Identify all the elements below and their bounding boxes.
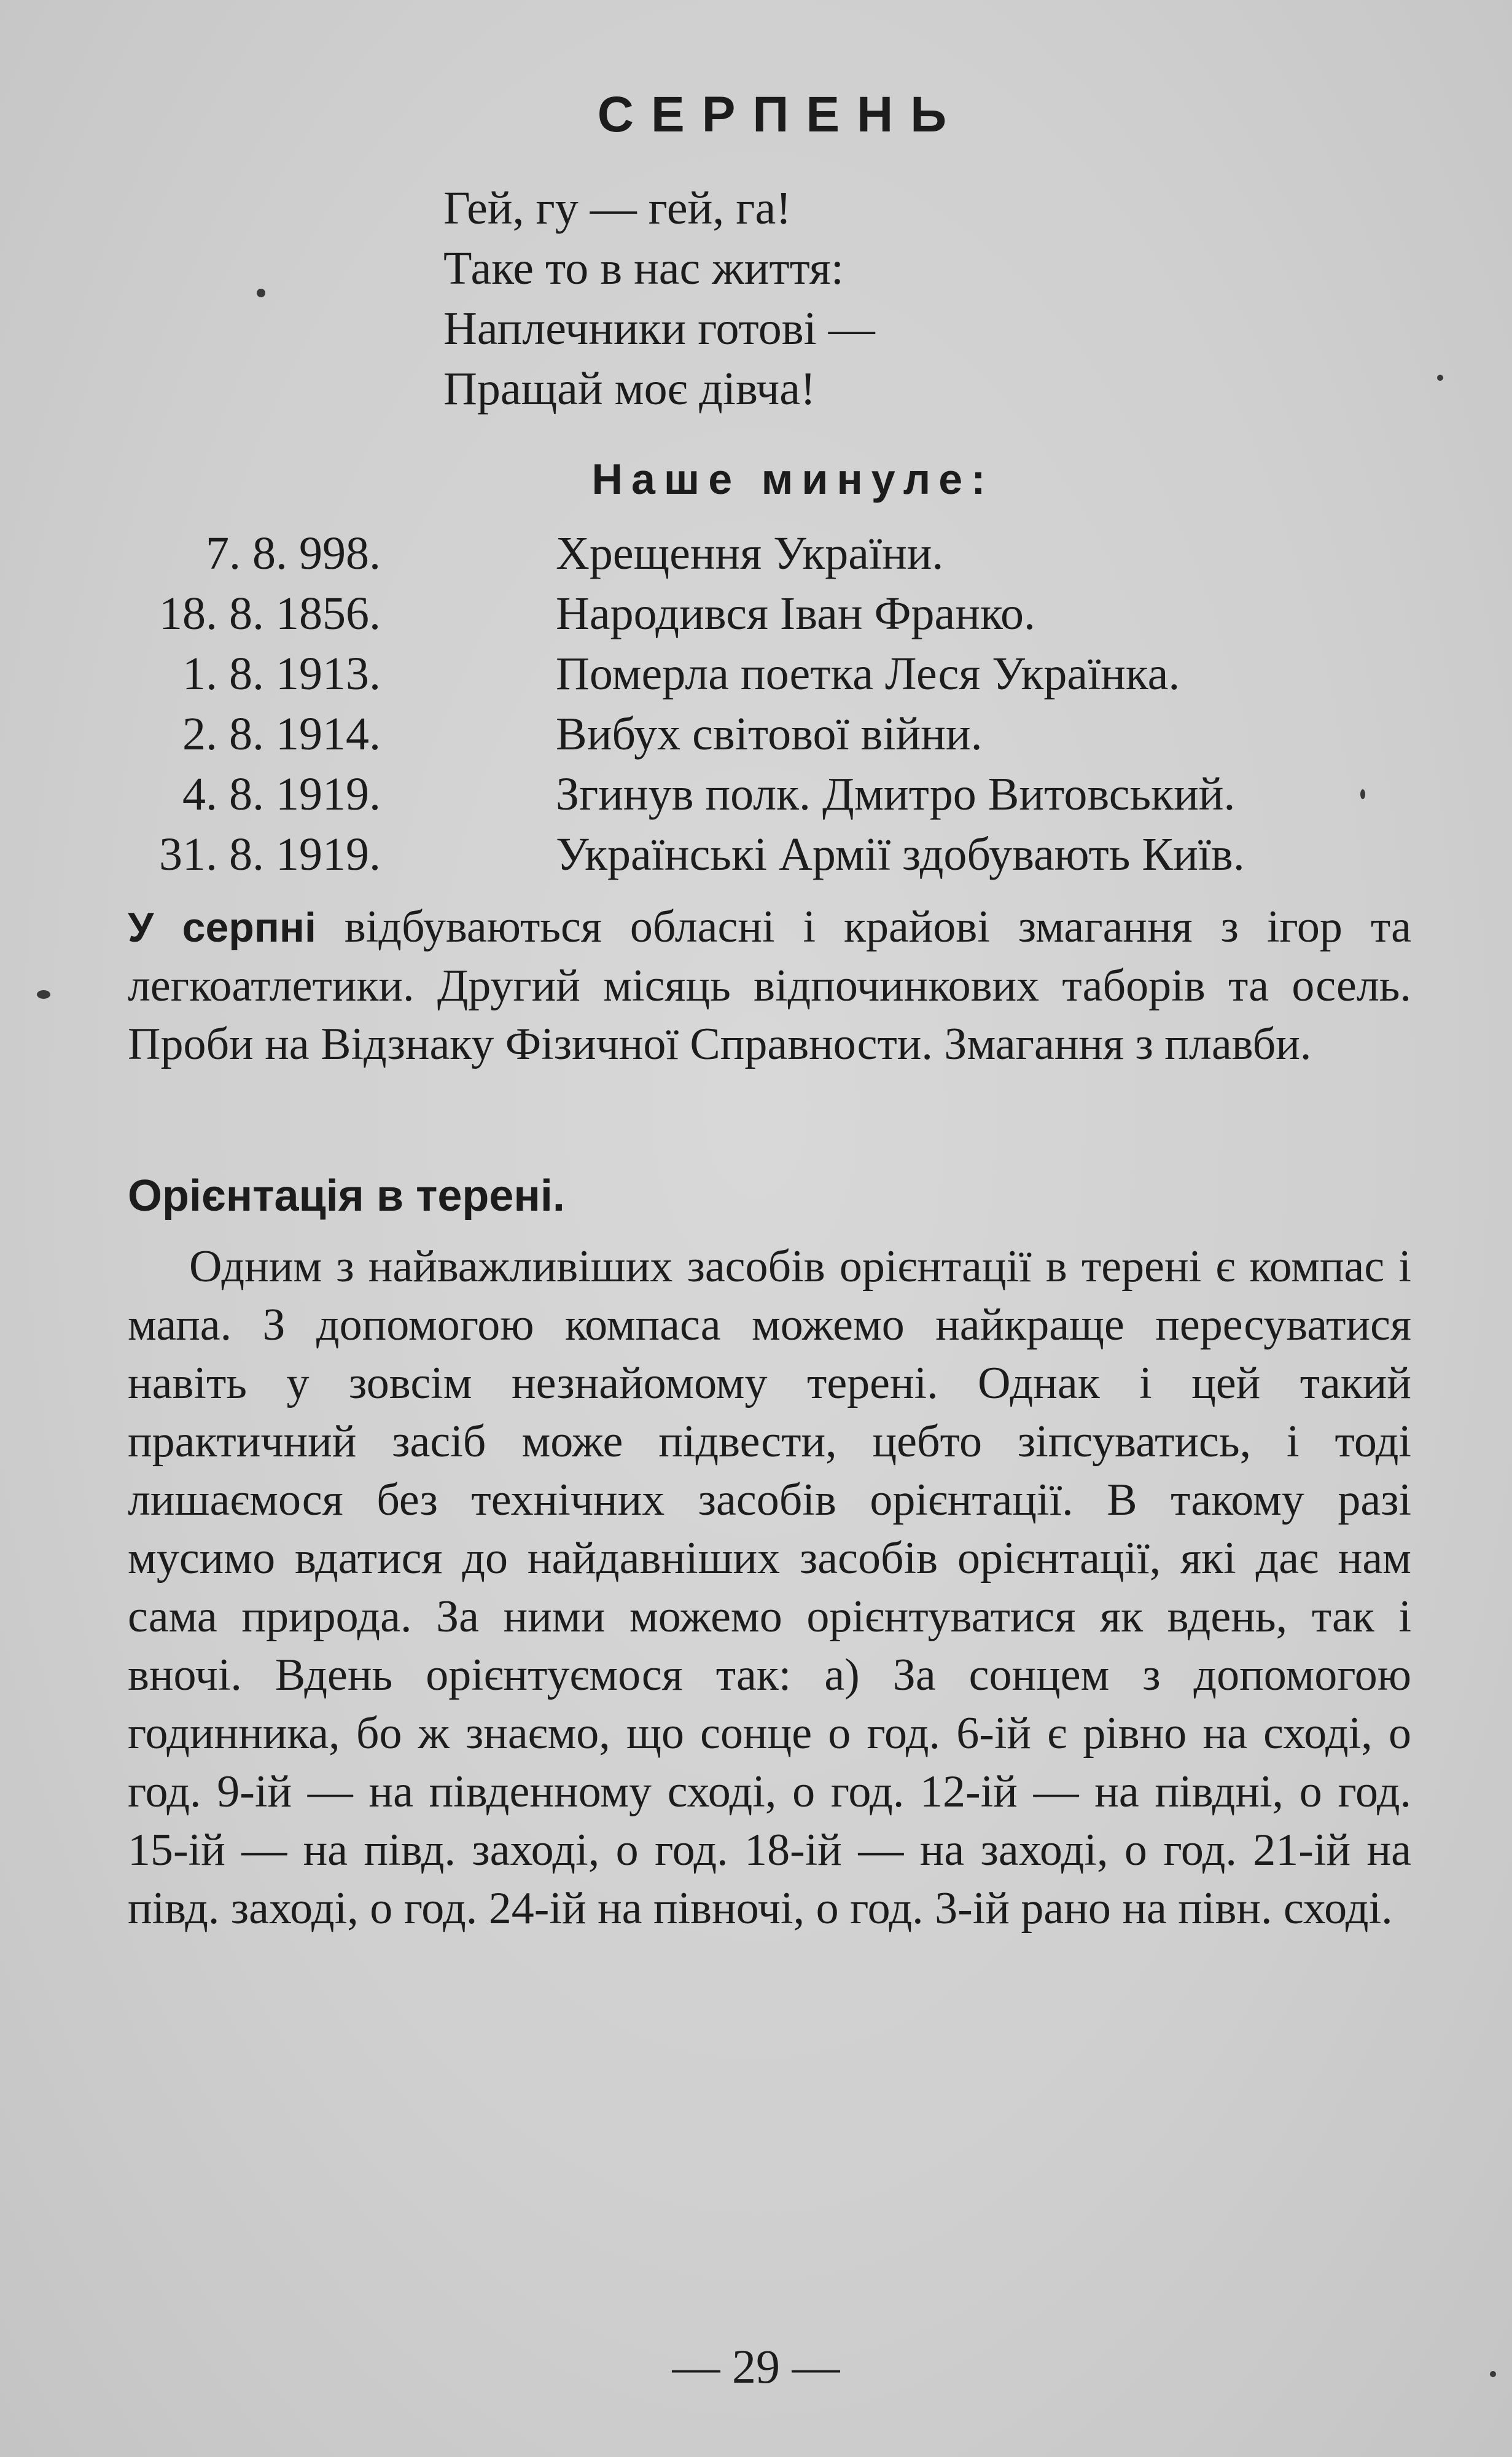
paper-speck <box>1437 375 1443 381</box>
paper-speck <box>257 289 265 297</box>
event-text: Згинув полк. Дмитро Витовський. <box>556 768 1236 820</box>
paper-speck <box>1360 789 1365 799</box>
event-date: 2. 8. 1914. <box>182 708 381 760</box>
poem-line: Гей, гу — гей, га! <box>443 182 792 234</box>
orientation-paragraph: Одним з найважливіших засобів орієнтації в терені є компас і мапа. З допомогою компаса можемо найкраще пересуватися навіть у зовсім незнайомому терені. Однак і цей такий практичний засіб може підвести, цебто зіпсуватись, і тоді лишаємося без технічних засобів орієнтації. В такому разі мусимо вдатися до найдавніших засобів орієнтації, які дає нам сама природа. За ними можемо орієнтуватися як вдень, так і вночі. Вдень орієнтуємося так: а) За сонцем з допомогою годинника, бо ж знаємо, що сонце о год. 6-ій є рівно на сході, о год. 9-ій — на південному сході, о год. 12-ій — на півдні, о год. 15-ій — на півд. заході, о год. 18-ій — на заході, о год. 21-ій на півд. заході, о год. 24-ій на півночі, о год. 3-ій рано на півн. сході. <box>128 1241 1411 1934</box>
poem <box>443 178 875 419</box>
poem-line: Таке то в нас життя: <box>443 243 844 294</box>
event-date: 7. 8. 998. <box>206 528 381 579</box>
month-title: СЕРПЕНЬ <box>597 87 964 143</box>
paper-speck <box>37 990 50 999</box>
page-number: — 29 — <box>672 2340 840 2393</box>
event-text: Народився Іван Франко. <box>556 588 1036 639</box>
paragraph-lead: У серпні <box>128 904 316 951</box>
event-date: 18. 8. 1856. <box>159 588 381 639</box>
august-paragraph <box>128 898 1411 1074</box>
event-text: Хрещення України. <box>556 528 944 579</box>
event-text: Українські Армії здобувають Київ. <box>556 829 1245 880</box>
event-text: Вибух світової війни. <box>556 708 983 760</box>
section-heading-past: Наше минуле: <box>591 455 994 503</box>
paper-speck <box>1490 2371 1496 2377</box>
poem-line: Пращай моє дівча! <box>443 363 816 415</box>
poem-line: Наплечники готові — <box>443 303 875 354</box>
event-date: 4. 8. 1919. <box>182 768 381 820</box>
paragraph-text: відбуваються обласні і крайові змагання з ігор та легкоатлетики. Другий місяць відпочинкових таборів та осель. Проби на Відзнаку Фізичної Справности. Змагання з плавби. <box>128 902 1411 1069</box>
section-heading-orientation: Орієнтація в терені. <box>128 1171 565 1221</box>
event-date: 1. 8. 1913. <box>182 648 381 700</box>
event-text: Померла поетка Леся Українка. <box>556 648 1180 700</box>
event-date: 31. 8. 1919. <box>159 829 381 880</box>
